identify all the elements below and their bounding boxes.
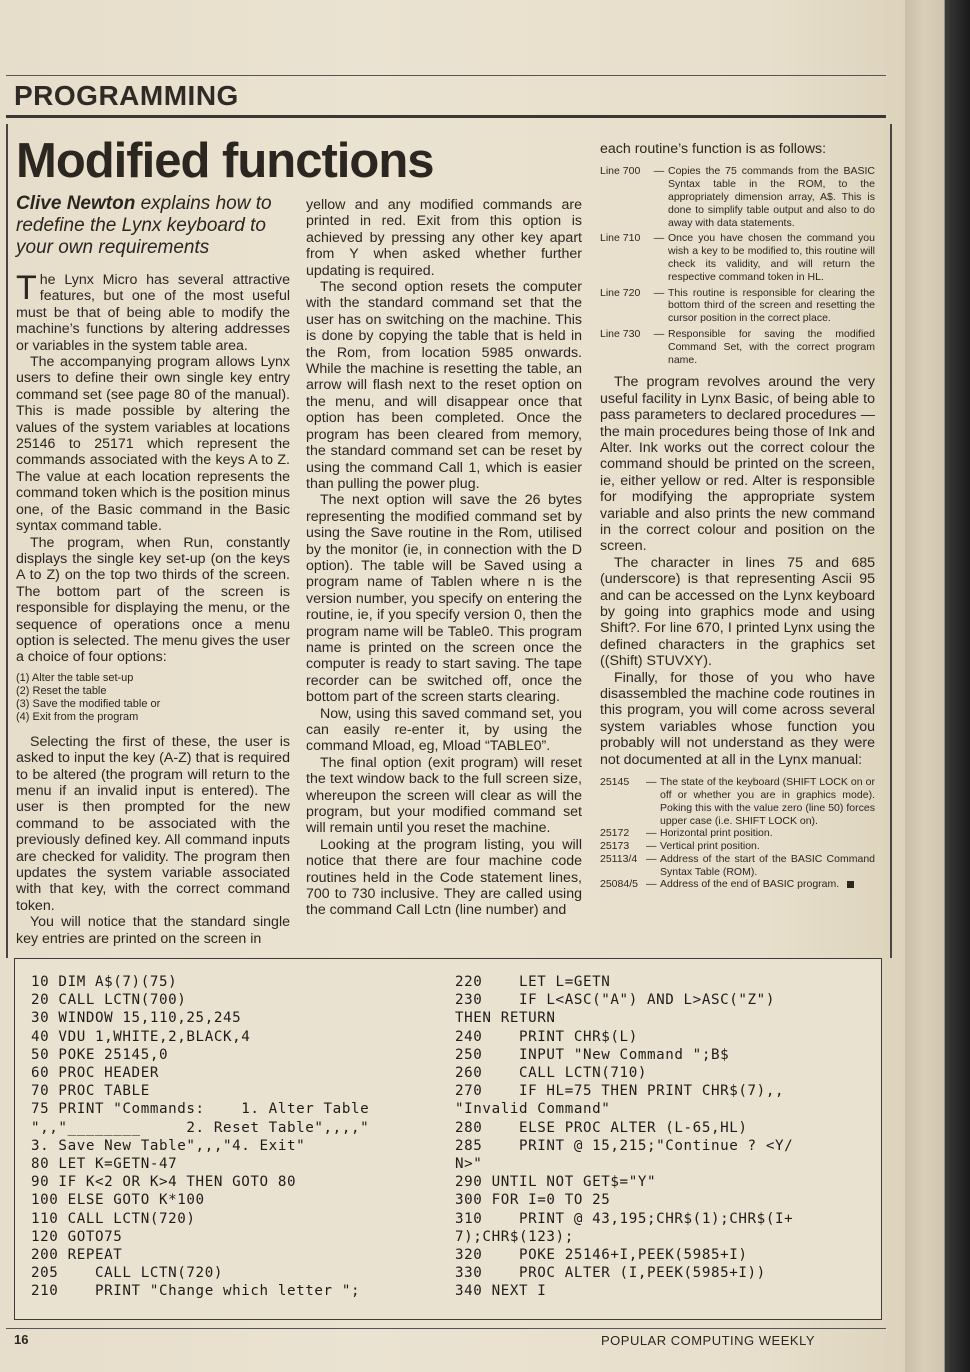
list-item: Line 700 — Copies the 75 commands from the BASIC Syntax table in the ROM, to the appropriately dimension array, A$. This is done to simplify table output and also to do away with data statements. bbox=[600, 165, 875, 229]
list-item: 25172 — Horizontal print position. bbox=[600, 827, 773, 840]
paragraph: The accompanying program allows Lynx users to define their own single key entry command set (see page 80 of the manual). This is made possible by altering the values of the system variables at locations 25146 to 25171 which represent the commands associated with the keys A to Z. The value at each location represents the command token which is the position minus one, of the Basic command in the Basic syntax command table. bbox=[16, 354, 290, 535]
listing-right-column: 220 LET L=GETN 230 IF L<ASC("A") AND L>ASC("Z") THEN RETURN 240 PRINT CHR$(L) 250 INPUT "New Command ";B$ 260 CALL LCTN(710) 270 IF HL=75 THEN PRINT CHR$(7),, "Invalid Command" 280 ELSE PROC ALTER (L-65,HL) 285 PRINT @ 15,215;"Continue ? <Y/ N>" 290 UNTIL NOT GET$="Y" 300 FOR I=0 TO 25 310 PRINT @ 43,195;CHR$(1);CHR$(I+ 7);CHR$(123); 320 POKE 25146+I,PEEK(5985+I) 330 PROC ALTER (I,PEEK(5985+I)) 340 NEXT I bbox=[455, 974, 794, 1300]
paragraph: yellow and any modified commands are printed in red. Exit from this option is achieved by pressing any other key apart from Y when asked whether further updating is required. bbox=[306, 197, 582, 279]
footer-rule bbox=[6, 1328, 886, 1329]
column-3 bbox=[600, 141, 875, 891]
article-title: Modified functions bbox=[16, 134, 434, 188]
paragraph: each routine’s function is as follows: bbox=[600, 141, 827, 157]
column-1 bbox=[16, 269, 290, 947]
section-heading: PROGRAMMING bbox=[14, 80, 239, 111]
list-item: 25173 — Vertical print position. bbox=[600, 840, 760, 853]
standfirst bbox=[16, 193, 296, 259]
paragraph: The Lynx Micro has several attractive features, but one of the most useful must be that of being able to modify the machine’s functions by altering addresses or variables in the system table area. bbox=[16, 269, 290, 354]
standfirst-text: explains how to redefine the Lynx keyboard to your own requirements bbox=[16, 193, 272, 258]
section-rule bbox=[6, 75, 886, 76]
paragraph: Looking at the program listing, you will notice that there are four machine code routines held in the Code statement lines, 700 to 730 inclusive. They are called using the command Call Lctn (line number) and bbox=[306, 836, 582, 919]
list-item: (3) Save the modified table or bbox=[16, 697, 161, 710]
paragraph: The character in lines 75 and 685 (underscore) is that representing Ascii 95 and can be accessed on the Lynx keyboard by going into graphics mode and using Shift?. For line 670, I printed Lynx using the defined characters in the graphics set ((Shift) STUVXY). bbox=[600, 554, 875, 670]
list-item: Line 710 — Once you have chosen the command you wish a key to be modified to, this routine will check its validity, and will return the respective command token in HL. bbox=[600, 232, 875, 283]
list-item: (4) Exit from the program bbox=[16, 710, 139, 723]
list-item: 25084/5 — Address of the end of BASIC program. bbox=[600, 878, 875, 891]
paragraph: You will notice that the standard single key entries are printed on the screen in bbox=[16, 914, 290, 947]
paragraph: The program, when Run, constantly displays the single key set-up (on the keys A to Z) on the top two thirds of the screen. The bottom part of the screen is responsible for displaying the menu, or the sequence of operations once a menu option is selected. The menu gives the user a choice of four options: bbox=[16, 534, 290, 666]
author-name: Clive Newton bbox=[16, 193, 136, 214]
section-underline bbox=[6, 115, 886, 118]
listing-left-column: 10 DIM A$(7)(75) 20 CALL LCTN(700) 30 WINDOW 15,110,25,245 40 VDU 1,WHITE,2,BLACK,4 50 POKE 25145,0 60 PROC HEADER 70 PROC TABLE 75 PRINT "Commands: 1. Alter Table ",,"________ 2. Reset Table",,,," 3. Save New Table",,,"4. Exit" 80 LET K=GETN-47 90 IF K<2 OR K>4 THEN GOTO 80 100 ELSE GOTO K*100 110 CALL LCTN(720) 120 GOTO75 200 REPEAT 205 CALL LCTN(720) 210 PRINT "Change which letter "; bbox=[31, 974, 370, 1300]
page-number: 16 bbox=[14, 1332, 29, 1347]
paragraph: The next option will save the 26 bytes representing the modified command set by using the Save routine in the Rom, utilised by the monitor (ie, in connection with the D option). The table will be Saved using a program name of Tablen where n is the version number, you specify on entering the routine, ie, if you specify version 0, then the program name will be Table0. This program name is printed on the screen once the computer is ready to start saving. The tape recorder can be switched off, once the bottom part of the screen starts clearing. bbox=[306, 492, 582, 706]
end-of-article-mark bbox=[847, 881, 854, 888]
system-variables-list bbox=[600, 776, 875, 891]
list-item: (1) Alter the table set-up bbox=[16, 671, 134, 684]
program-listing bbox=[14, 958, 882, 1320]
paragraph: Now, using this saved command set, you can easily re-enter it, by using the command Mload, eg, Mload “TABLE0”. bbox=[306, 705, 582, 755]
paragraph: The second option resets the computer with the standard command set that the user has on switching on the machine. This is done by copying the table that is held in the Rom, from location 5985 onwards. While the machine is resetting the table, an arrow will flash next to the reset option on the menu, and will disappear once that option has been completed. Once the program has been cleared from memory, the standard command set can be reset by using the command Call 1, which is easier than pulling the power plug. bbox=[306, 279, 582, 492]
list-item: (2) Reset the table bbox=[16, 684, 107, 697]
menu-options-list bbox=[16, 672, 290, 724]
binding-edge bbox=[905, 0, 970, 1372]
magazine-name: POPULAR COMPUTING WEEKLY bbox=[600, 1333, 815, 1348]
drop-cap: T bbox=[16, 269, 37, 307]
list-item: 25145 — The state of the keyboard (SHIFT LOCK on or off or whether you are in graphics mode). Poking this with the value zero (line 50) forces upper case (i.e. SHIFT LOCK on). bbox=[600, 776, 875, 827]
list-item: Line 720 — This routine is responsible for clearing the bottom third of the screen and resetting the cursor position in the correct place. bbox=[600, 286, 875, 325]
list-item: 25113/4 — Address of the start of the BASIC Command Syntax Table (ROM). bbox=[600, 852, 875, 878]
paragraph: The program revolves around the very useful facility in Lynx Basic, of being able to pass parameters to declared procedures — the main procedures being those of Ink and Alter. Ink works out the correct colour the command should be printed on the screen, ie, either yellow or red. Alter is responsible for modifying the appropriate system variable and also prints the new command in the correct colour and position on the screen. bbox=[600, 374, 875, 555]
column-2 bbox=[306, 197, 582, 919]
paragraph: Finally, for those of you who have disassembled the machine code routines in this program, you will come across several system variables whose function you probably will not understand as they were not documented at all in the Lynx manual: bbox=[600, 669, 875, 768]
paragraph: The final option (exit program) will reset the text window back to the full screen size, whereupon the screen will clear as will the program, but your modified command set will remain until you reset the machine. bbox=[306, 754, 582, 837]
list-item: Line 730 — Responsible for saving the modified Command Set, with the correct program name. bbox=[600, 327, 875, 366]
routine-list bbox=[600, 165, 875, 366]
paragraph: Selecting the first of these, the user is asked to input the key (A-Z) that is required to be altered (the program will return to the menu if an invalid input is entered). The user is then prompted for the new command to be associated with the previously defined key. All command inputs are checked for validity. The program then updates the system variable associated with that key, with the correct command token. bbox=[16, 733, 290, 914]
